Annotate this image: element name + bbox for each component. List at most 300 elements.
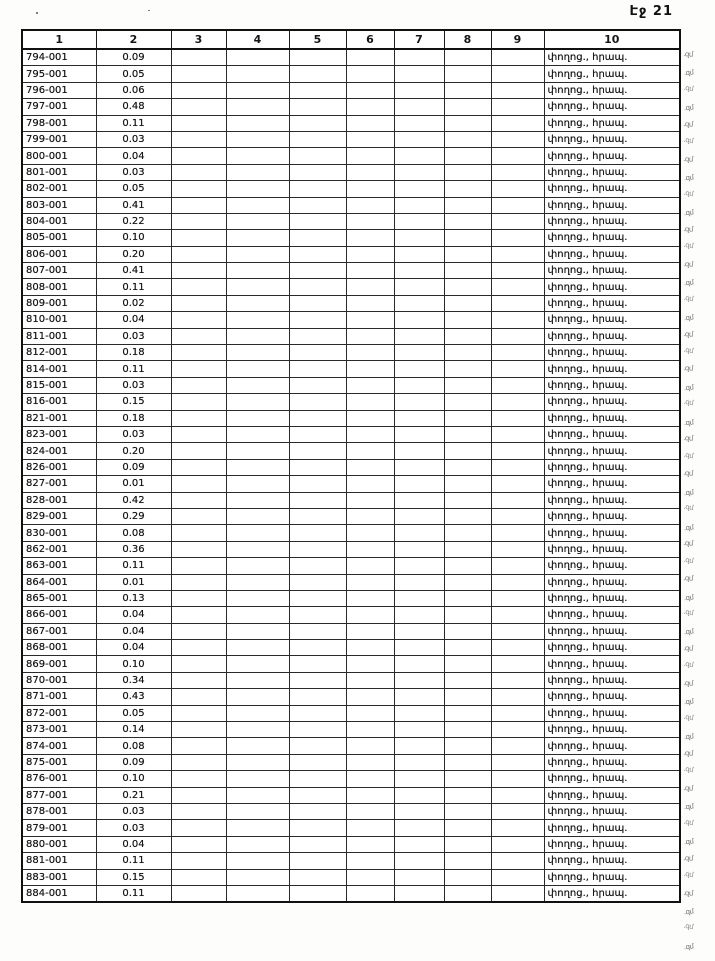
right-margin-marks bbox=[683, 49, 713, 957]
empty-cell bbox=[171, 836, 226, 852]
empty-cell bbox=[346, 508, 394, 524]
table-row bbox=[22, 459, 680, 475]
empty-cell bbox=[394, 607, 444, 623]
empty-cell bbox=[226, 541, 289, 557]
margin-mark: .զմ bbox=[682, 660, 694, 670]
empty-cell bbox=[289, 99, 346, 115]
empty-cell bbox=[491, 607, 544, 623]
empty-cell bbox=[346, 623, 394, 639]
empty-cell bbox=[444, 853, 491, 869]
empty-cell bbox=[226, 558, 289, 574]
row-value-cell: 0.14 bbox=[96, 722, 171, 738]
empty-cell bbox=[346, 738, 394, 754]
empty-cell bbox=[491, 508, 544, 524]
empty-cell bbox=[394, 377, 444, 393]
row-id-cell: 865-001 bbox=[22, 590, 96, 606]
empty-cell bbox=[226, 164, 289, 180]
row-value-cell: 0.18 bbox=[96, 410, 171, 426]
row-street-cell: փողոց., հրապ. bbox=[544, 131, 680, 147]
row-street-cell: փողոց., հրապ. bbox=[544, 590, 680, 606]
empty-cell bbox=[289, 607, 346, 623]
table-row bbox=[22, 345, 680, 361]
row-id-cell: 807-001 bbox=[22, 263, 96, 279]
empty-cell bbox=[226, 705, 289, 721]
empty-cell bbox=[289, 459, 346, 475]
empty-cell bbox=[346, 66, 394, 82]
empty-cell bbox=[171, 426, 226, 442]
row-street-cell: փողոց., հրապ. bbox=[544, 754, 680, 770]
empty-cell bbox=[226, 885, 289, 902]
empty-cell bbox=[346, 164, 394, 180]
empty-cell bbox=[444, 623, 491, 639]
row-id-cell: 872-001 bbox=[22, 705, 96, 721]
empty-cell bbox=[394, 230, 444, 246]
row-value-cell: 0.48 bbox=[96, 99, 171, 115]
empty-cell bbox=[444, 869, 491, 885]
empty-cell bbox=[444, 279, 491, 295]
empty-cell bbox=[346, 246, 394, 262]
empty-cell bbox=[289, 377, 346, 393]
row-value-cell: 0.03 bbox=[96, 426, 171, 442]
empty-cell bbox=[171, 525, 226, 541]
row-value-cell: 0.10 bbox=[96, 656, 171, 672]
margin-mark: .զմ bbox=[682, 240, 694, 251]
margin-mark: .զմ bbox=[682, 49, 694, 59]
table-header-row bbox=[22, 30, 680, 49]
row-id-cell: 798-001 bbox=[22, 115, 96, 131]
column-header-10: 10 bbox=[544, 30, 680, 49]
table-row bbox=[22, 115, 680, 131]
row-value-cell: 0.03 bbox=[96, 377, 171, 393]
empty-cell bbox=[394, 213, 444, 229]
empty-cell bbox=[444, 361, 491, 377]
margin-mark: .զմ bbox=[682, 83, 694, 94]
empty-cell bbox=[289, 394, 346, 410]
scan-speck bbox=[36, 12, 38, 14]
empty-cell bbox=[444, 885, 491, 902]
row-value-cell: 0.03 bbox=[96, 131, 171, 147]
row-street-cell: փողոց., հրապ. bbox=[544, 476, 680, 492]
column-header-3: 3 bbox=[171, 30, 226, 49]
empty-cell bbox=[226, 263, 289, 279]
row-id-cell: 794-001 bbox=[22, 49, 96, 66]
empty-cell bbox=[444, 574, 491, 590]
scan-speck bbox=[148, 10, 150, 11]
empty-cell bbox=[289, 820, 346, 836]
empty-cell bbox=[171, 803, 226, 819]
row-value-cell: 0.06 bbox=[96, 82, 171, 98]
row-value-cell: 0.11 bbox=[96, 361, 171, 377]
empty-cell bbox=[394, 574, 444, 590]
margin-mark: .զմ bbox=[683, 697, 694, 707]
empty-cell bbox=[444, 836, 491, 852]
empty-cell bbox=[226, 377, 289, 393]
margin-mark: .զմ bbox=[682, 783, 694, 793]
margin-mark: .զմ bbox=[683, 418, 694, 428]
empty-cell bbox=[289, 689, 346, 705]
empty-cell bbox=[289, 197, 346, 213]
margin-mark: .զմ bbox=[682, 607, 694, 618]
row-value-cell: 0.01 bbox=[96, 574, 171, 590]
empty-cell bbox=[394, 459, 444, 475]
empty-cell bbox=[171, 574, 226, 590]
empty-cell bbox=[491, 803, 544, 819]
empty-cell bbox=[444, 738, 491, 754]
empty-cell bbox=[491, 377, 544, 393]
empty-cell bbox=[346, 885, 394, 902]
table-row bbox=[22, 640, 680, 656]
empty-cell bbox=[444, 66, 491, 82]
empty-cell bbox=[394, 853, 444, 869]
table-row bbox=[22, 328, 680, 344]
empty-cell bbox=[394, 885, 444, 902]
empty-cell bbox=[444, 443, 491, 459]
row-street-cell: փողոց., հրապ. bbox=[544, 115, 680, 131]
empty-cell bbox=[289, 312, 346, 328]
empty-cell bbox=[346, 115, 394, 131]
row-id-cell: 869-001 bbox=[22, 656, 96, 672]
empty-cell bbox=[491, 312, 544, 328]
empty-cell bbox=[226, 279, 289, 295]
empty-cell bbox=[444, 771, 491, 787]
empty-cell bbox=[491, 279, 544, 295]
empty-cell bbox=[226, 836, 289, 852]
empty-cell bbox=[289, 263, 346, 279]
empty-cell bbox=[444, 410, 491, 426]
margin-mark: .զմ bbox=[683, 103, 694, 113]
empty-cell bbox=[394, 590, 444, 606]
empty-cell bbox=[444, 148, 491, 164]
empty-cell bbox=[491, 820, 544, 836]
empty-cell bbox=[444, 328, 491, 344]
empty-cell bbox=[394, 279, 444, 295]
row-street-cell: փողոց., հրապ. bbox=[544, 49, 680, 66]
empty-cell bbox=[394, 869, 444, 885]
empty-cell bbox=[289, 722, 346, 738]
row-street-cell: փողոց., հրապ. bbox=[544, 459, 680, 475]
empty-cell bbox=[346, 443, 394, 459]
empty-cell bbox=[444, 394, 491, 410]
margin-mark: .զմ bbox=[683, 523, 694, 532]
empty-cell bbox=[394, 705, 444, 721]
table-row bbox=[22, 623, 680, 639]
empty-cell bbox=[226, 508, 289, 524]
empty-cell bbox=[346, 49, 394, 66]
empty-cell bbox=[491, 722, 544, 738]
empty-cell bbox=[346, 754, 394, 770]
empty-cell bbox=[171, 705, 226, 721]
empty-cell bbox=[171, 541, 226, 557]
empty-cell bbox=[171, 131, 226, 147]
margin-mark: .զմ bbox=[683, 732, 694, 742]
table-row bbox=[22, 853, 680, 869]
empty-cell bbox=[226, 525, 289, 541]
empty-cell bbox=[491, 787, 544, 803]
row-id-cell: 799-001 bbox=[22, 131, 96, 147]
row-value-cell: 0.18 bbox=[96, 345, 171, 361]
row-value-cell: 0.43 bbox=[96, 689, 171, 705]
row-id-cell: 879-001 bbox=[22, 820, 96, 836]
empty-cell bbox=[394, 836, 444, 852]
margin-mark: .զմ bbox=[682, 764, 694, 775]
empty-cell bbox=[289, 345, 346, 361]
row-value-cell: 0.41 bbox=[96, 197, 171, 213]
row-id-cell: 803-001 bbox=[22, 197, 96, 213]
empty-cell bbox=[226, 492, 289, 508]
row-street-cell: փողոց., հրապ. bbox=[544, 820, 680, 836]
row-street-cell: փողոց., հրապ. bbox=[544, 574, 680, 590]
margin-mark: .զմ bbox=[683, 802, 694, 812]
empty-cell bbox=[171, 246, 226, 262]
empty-cell bbox=[289, 754, 346, 770]
empty-cell bbox=[226, 574, 289, 590]
row-id-cell: 808-001 bbox=[22, 279, 96, 295]
row-value-cell: 0.42 bbox=[96, 492, 171, 508]
table-body bbox=[22, 49, 680, 902]
empty-cell bbox=[346, 803, 394, 819]
table-row bbox=[22, 574, 680, 590]
table-row bbox=[22, 394, 680, 410]
margin-mark: .զմ bbox=[682, 748, 694, 758]
row-value-cell: 0.05 bbox=[96, 705, 171, 721]
table-row bbox=[22, 66, 680, 82]
empty-cell bbox=[346, 787, 394, 803]
empty-cell bbox=[394, 295, 444, 311]
row-value-cell: 0.10 bbox=[96, 771, 171, 787]
margin-mark: .զմ bbox=[682, 574, 694, 583]
data-table bbox=[21, 29, 681, 903]
empty-cell bbox=[444, 115, 491, 131]
row-street-cell: փողոց., հրապ. bbox=[544, 787, 680, 803]
empty-cell bbox=[346, 525, 394, 541]
margin-mark: .զմ bbox=[683, 68, 694, 78]
row-id-cell: 829-001 bbox=[22, 508, 96, 524]
empty-cell bbox=[346, 131, 394, 147]
margin-mark: .զմ bbox=[682, 678, 694, 688]
empty-cell bbox=[346, 672, 394, 688]
empty-cell bbox=[346, 263, 394, 279]
empty-cell bbox=[491, 66, 544, 82]
empty-cell bbox=[289, 115, 346, 131]
empty-cell bbox=[171, 443, 226, 459]
margin-mark: .զմ bbox=[683, 278, 694, 288]
empty-cell bbox=[289, 803, 346, 819]
empty-cell bbox=[171, 656, 226, 672]
row-value-cell: 0.04 bbox=[96, 148, 171, 164]
empty-cell bbox=[226, 443, 289, 459]
empty-cell bbox=[444, 197, 491, 213]
empty-cell bbox=[394, 476, 444, 492]
empty-cell bbox=[226, 820, 289, 836]
empty-cell bbox=[289, 574, 346, 590]
empty-cell bbox=[289, 230, 346, 246]
margin-mark: .զմ bbox=[682, 817, 694, 827]
empty-cell bbox=[394, 525, 444, 541]
column-header-2: 2 bbox=[96, 30, 171, 49]
empty-cell bbox=[444, 377, 491, 393]
empty-cell bbox=[491, 49, 544, 66]
row-value-cell: 0.05 bbox=[96, 181, 171, 197]
empty-cell bbox=[346, 459, 394, 475]
empty-cell bbox=[491, 656, 544, 672]
row-value-cell: 0.20 bbox=[96, 246, 171, 262]
empty-cell bbox=[346, 361, 394, 377]
row-id-cell: 796-001 bbox=[22, 82, 96, 98]
empty-cell bbox=[346, 689, 394, 705]
empty-cell bbox=[226, 230, 289, 246]
empty-cell bbox=[226, 787, 289, 803]
table-row bbox=[22, 197, 680, 213]
row-street-cell: փողոց., հրապ. bbox=[544, 213, 680, 229]
margin-mark: .զմ bbox=[683, 627, 694, 637]
empty-cell bbox=[346, 99, 394, 115]
row-value-cell: 0.04 bbox=[96, 640, 171, 656]
row-street-cell: փողոց., հրապ. bbox=[544, 541, 680, 557]
margin-mark: .զմ bbox=[683, 208, 694, 218]
empty-cell bbox=[171, 394, 226, 410]
table-row bbox=[22, 99, 680, 115]
row-street-cell: փողոց., հրապ. bbox=[544, 361, 680, 377]
empty-cell bbox=[491, 689, 544, 705]
empty-cell bbox=[289, 672, 346, 688]
empty-cell bbox=[444, 263, 491, 279]
table-row bbox=[22, 263, 680, 279]
empty-cell bbox=[289, 787, 346, 803]
empty-cell bbox=[491, 492, 544, 508]
empty-cell bbox=[444, 525, 491, 541]
row-value-cell: 0.11 bbox=[96, 558, 171, 574]
empty-cell bbox=[346, 541, 394, 557]
empty-cell bbox=[171, 738, 226, 754]
margin-mark: .զմ bbox=[682, 136, 694, 146]
empty-cell bbox=[444, 672, 491, 688]
empty-cell bbox=[491, 590, 544, 606]
empty-cell bbox=[171, 230, 226, 246]
empty-cell bbox=[289, 623, 346, 639]
empty-cell bbox=[226, 476, 289, 492]
row-street-cell: փողոց., հրապ. bbox=[544, 263, 680, 279]
empty-cell bbox=[171, 640, 226, 656]
empty-cell bbox=[491, 574, 544, 590]
empty-cell bbox=[171, 722, 226, 738]
table-row bbox=[22, 148, 680, 164]
empty-cell bbox=[289, 361, 346, 377]
empty-cell bbox=[226, 312, 289, 328]
empty-cell bbox=[346, 197, 394, 213]
row-id-cell: 878-001 bbox=[22, 803, 96, 819]
row-id-cell: 827-001 bbox=[22, 476, 96, 492]
empty-cell bbox=[289, 410, 346, 426]
empty-cell bbox=[491, 263, 544, 279]
table-row bbox=[22, 164, 680, 180]
empty-cell bbox=[226, 853, 289, 869]
empty-cell bbox=[491, 295, 544, 311]
row-value-cell: 0.34 bbox=[96, 672, 171, 688]
empty-cell bbox=[394, 410, 444, 426]
empty-cell bbox=[226, 656, 289, 672]
margin-mark: .զմ bbox=[682, 853, 694, 863]
empty-cell bbox=[394, 689, 444, 705]
row-street-cell: փողոց., հրապ. bbox=[544, 377, 680, 393]
margin-mark: .զմ bbox=[682, 469, 694, 478]
row-id-cell: 881-001 bbox=[22, 853, 96, 869]
row-id-cell: 795-001 bbox=[22, 66, 96, 82]
empty-cell bbox=[289, 558, 346, 574]
empty-cell bbox=[394, 508, 444, 524]
empty-cell bbox=[444, 508, 491, 524]
row-id-cell: 816-001 bbox=[22, 394, 96, 410]
margin-mark: .զմ bbox=[682, 188, 694, 198]
empty-cell bbox=[171, 197, 226, 213]
empty-cell bbox=[171, 771, 226, 787]
empty-cell bbox=[226, 328, 289, 344]
empty-cell bbox=[346, 426, 394, 442]
empty-cell bbox=[346, 836, 394, 852]
empty-cell bbox=[394, 394, 444, 410]
row-value-cell: 0.11 bbox=[96, 115, 171, 131]
empty-cell bbox=[444, 705, 491, 721]
empty-cell bbox=[226, 722, 289, 738]
empty-cell bbox=[171, 492, 226, 508]
empty-cell bbox=[226, 295, 289, 311]
empty-cell bbox=[289, 295, 346, 311]
row-id-cell: 805-001 bbox=[22, 230, 96, 246]
row-street-cell: փողոց., հրապ. bbox=[544, 197, 680, 213]
empty-cell bbox=[491, 213, 544, 229]
table-row bbox=[22, 410, 680, 426]
column-header-4: 4 bbox=[226, 30, 289, 49]
empty-cell bbox=[226, 738, 289, 754]
empty-cell bbox=[491, 148, 544, 164]
table-row bbox=[22, 558, 680, 574]
row-value-cell: 0.13 bbox=[96, 590, 171, 606]
empty-cell bbox=[346, 295, 394, 311]
row-value-cell: 0.11 bbox=[96, 885, 171, 902]
column-header-7: 7 bbox=[394, 30, 444, 49]
empty-cell bbox=[289, 771, 346, 787]
empty-cell bbox=[394, 754, 444, 770]
empty-cell bbox=[444, 590, 491, 606]
empty-cell bbox=[171, 672, 226, 688]
table-row bbox=[22, 49, 680, 66]
row-street-cell: փողոց., հրապ. bbox=[544, 738, 680, 754]
empty-cell bbox=[226, 115, 289, 131]
row-id-cell: 875-001 bbox=[22, 754, 96, 770]
row-street-cell: փողոց., հրապ. bbox=[544, 328, 680, 344]
row-value-cell: 0.03 bbox=[96, 820, 171, 836]
empty-cell bbox=[226, 607, 289, 623]
empty-cell bbox=[394, 115, 444, 131]
empty-cell bbox=[394, 640, 444, 656]
row-value-cell: 0.03 bbox=[96, 164, 171, 180]
table-row bbox=[22, 426, 680, 442]
page-number-label: Էջ 21 bbox=[629, 4, 673, 19]
table-row bbox=[22, 787, 680, 803]
empty-cell bbox=[491, 705, 544, 721]
empty-cell bbox=[491, 869, 544, 885]
empty-cell bbox=[346, 869, 394, 885]
empty-cell bbox=[346, 181, 394, 197]
table-row bbox=[22, 705, 680, 721]
empty-cell bbox=[491, 672, 544, 688]
margin-mark: .զմ bbox=[682, 888, 694, 898]
margin-mark: .զմ bbox=[683, 173, 694, 183]
empty-cell bbox=[226, 148, 289, 164]
empty-cell bbox=[226, 394, 289, 410]
empty-cell bbox=[289, 541, 346, 557]
empty-cell bbox=[394, 246, 444, 262]
table-row bbox=[22, 836, 680, 852]
